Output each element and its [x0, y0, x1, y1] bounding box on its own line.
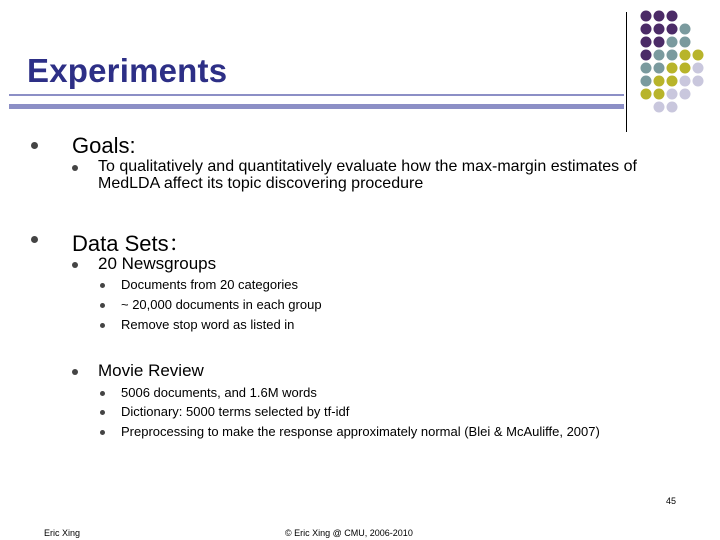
decor-dot: [654, 89, 665, 100]
decor-dot: [641, 76, 652, 87]
decor-dot: [654, 50, 665, 61]
newsgroups-item: Documents from 20 categories: [121, 277, 299, 292]
decor-vertical-line: [626, 12, 627, 132]
decor-dot: [680, 76, 691, 87]
movie-heading: Movie Review: [98, 361, 204, 380]
decor-dot: [641, 37, 652, 48]
goals-heading: Goals:: [72, 133, 136, 158]
decor-dot: [654, 24, 665, 35]
bullet-marker: [100, 430, 105, 435]
bullet-marker: [100, 303, 105, 308]
movie-item: 5006 documents, and 1.6M words: [121, 385, 317, 400]
decor-dot: [641, 63, 652, 74]
bullet-marker: [72, 165, 78, 171]
decor-dot: [680, 24, 691, 35]
decor-dot: [667, 37, 678, 48]
decor-dot: [654, 37, 665, 48]
decor-dot: [693, 76, 704, 87]
bullet-marker: [72, 262, 78, 268]
footer-copyright: © Eric Xing @ CMU, 2006-2010: [285, 528, 413, 538]
footer-author: Eric Xing: [44, 528, 81, 538]
decor-dot: [654, 102, 665, 113]
page-number: 45: [666, 496, 677, 506]
decor-dot: [641, 89, 652, 100]
decor-dot: [641, 11, 652, 22]
title-rule-thin: [9, 94, 624, 96]
decor-dot: [654, 11, 665, 22]
datasets-heading: Data Sets：: [72, 231, 191, 256]
bullet-marker: [100, 391, 105, 396]
decor-dot: [667, 50, 678, 61]
decor-dot: [680, 89, 691, 100]
newsgroups-item: ~ 20,000 documents in each group: [121, 297, 322, 312]
decor-dot: [680, 63, 691, 74]
decor-dot: [693, 63, 704, 74]
decor-dot: [680, 37, 691, 48]
decor-dot: [654, 76, 665, 87]
decor-dot: [667, 89, 678, 100]
bullet-marker: [100, 410, 105, 415]
bullet-marker: [100, 283, 105, 288]
decor-dot: [654, 63, 665, 74]
goals-item: To qualitatively and quantitatively evaluate how the max-margin estimates of MedLDA affect its topic discovering procedure: [98, 158, 637, 192]
decor-dot: [667, 63, 678, 74]
newsgroups-item: Remove stop word as listed in: [121, 317, 295, 332]
bullet-marker: [31, 142, 38, 149]
decor-dot: [641, 50, 652, 61]
decor-dot: [667, 24, 678, 35]
movie-item: Dictionary: 5000 terms selected by tf-idf: [121, 404, 350, 419]
movie-item: Preprocessing to make the response approximately normal (Blei & McAuliffe, 2007): [121, 424, 600, 439]
decor-dot: [667, 11, 678, 22]
bullet-marker: [72, 369, 78, 375]
decor-dot: [641, 24, 652, 35]
title-rule-thick: [9, 104, 624, 109]
bullet-marker: [31, 236, 38, 243]
decor-dot-grid: [640, 10, 718, 114]
slide-title: Experiments: [27, 52, 228, 89]
decor-dot: [680, 50, 691, 61]
newsgroups-heading: 20 Newsgroups: [98, 254, 217, 273]
decor-dot: [693, 50, 704, 61]
decor-dot: [667, 102, 678, 113]
decor-dot: [667, 76, 678, 87]
bullet-marker: [100, 323, 105, 328]
